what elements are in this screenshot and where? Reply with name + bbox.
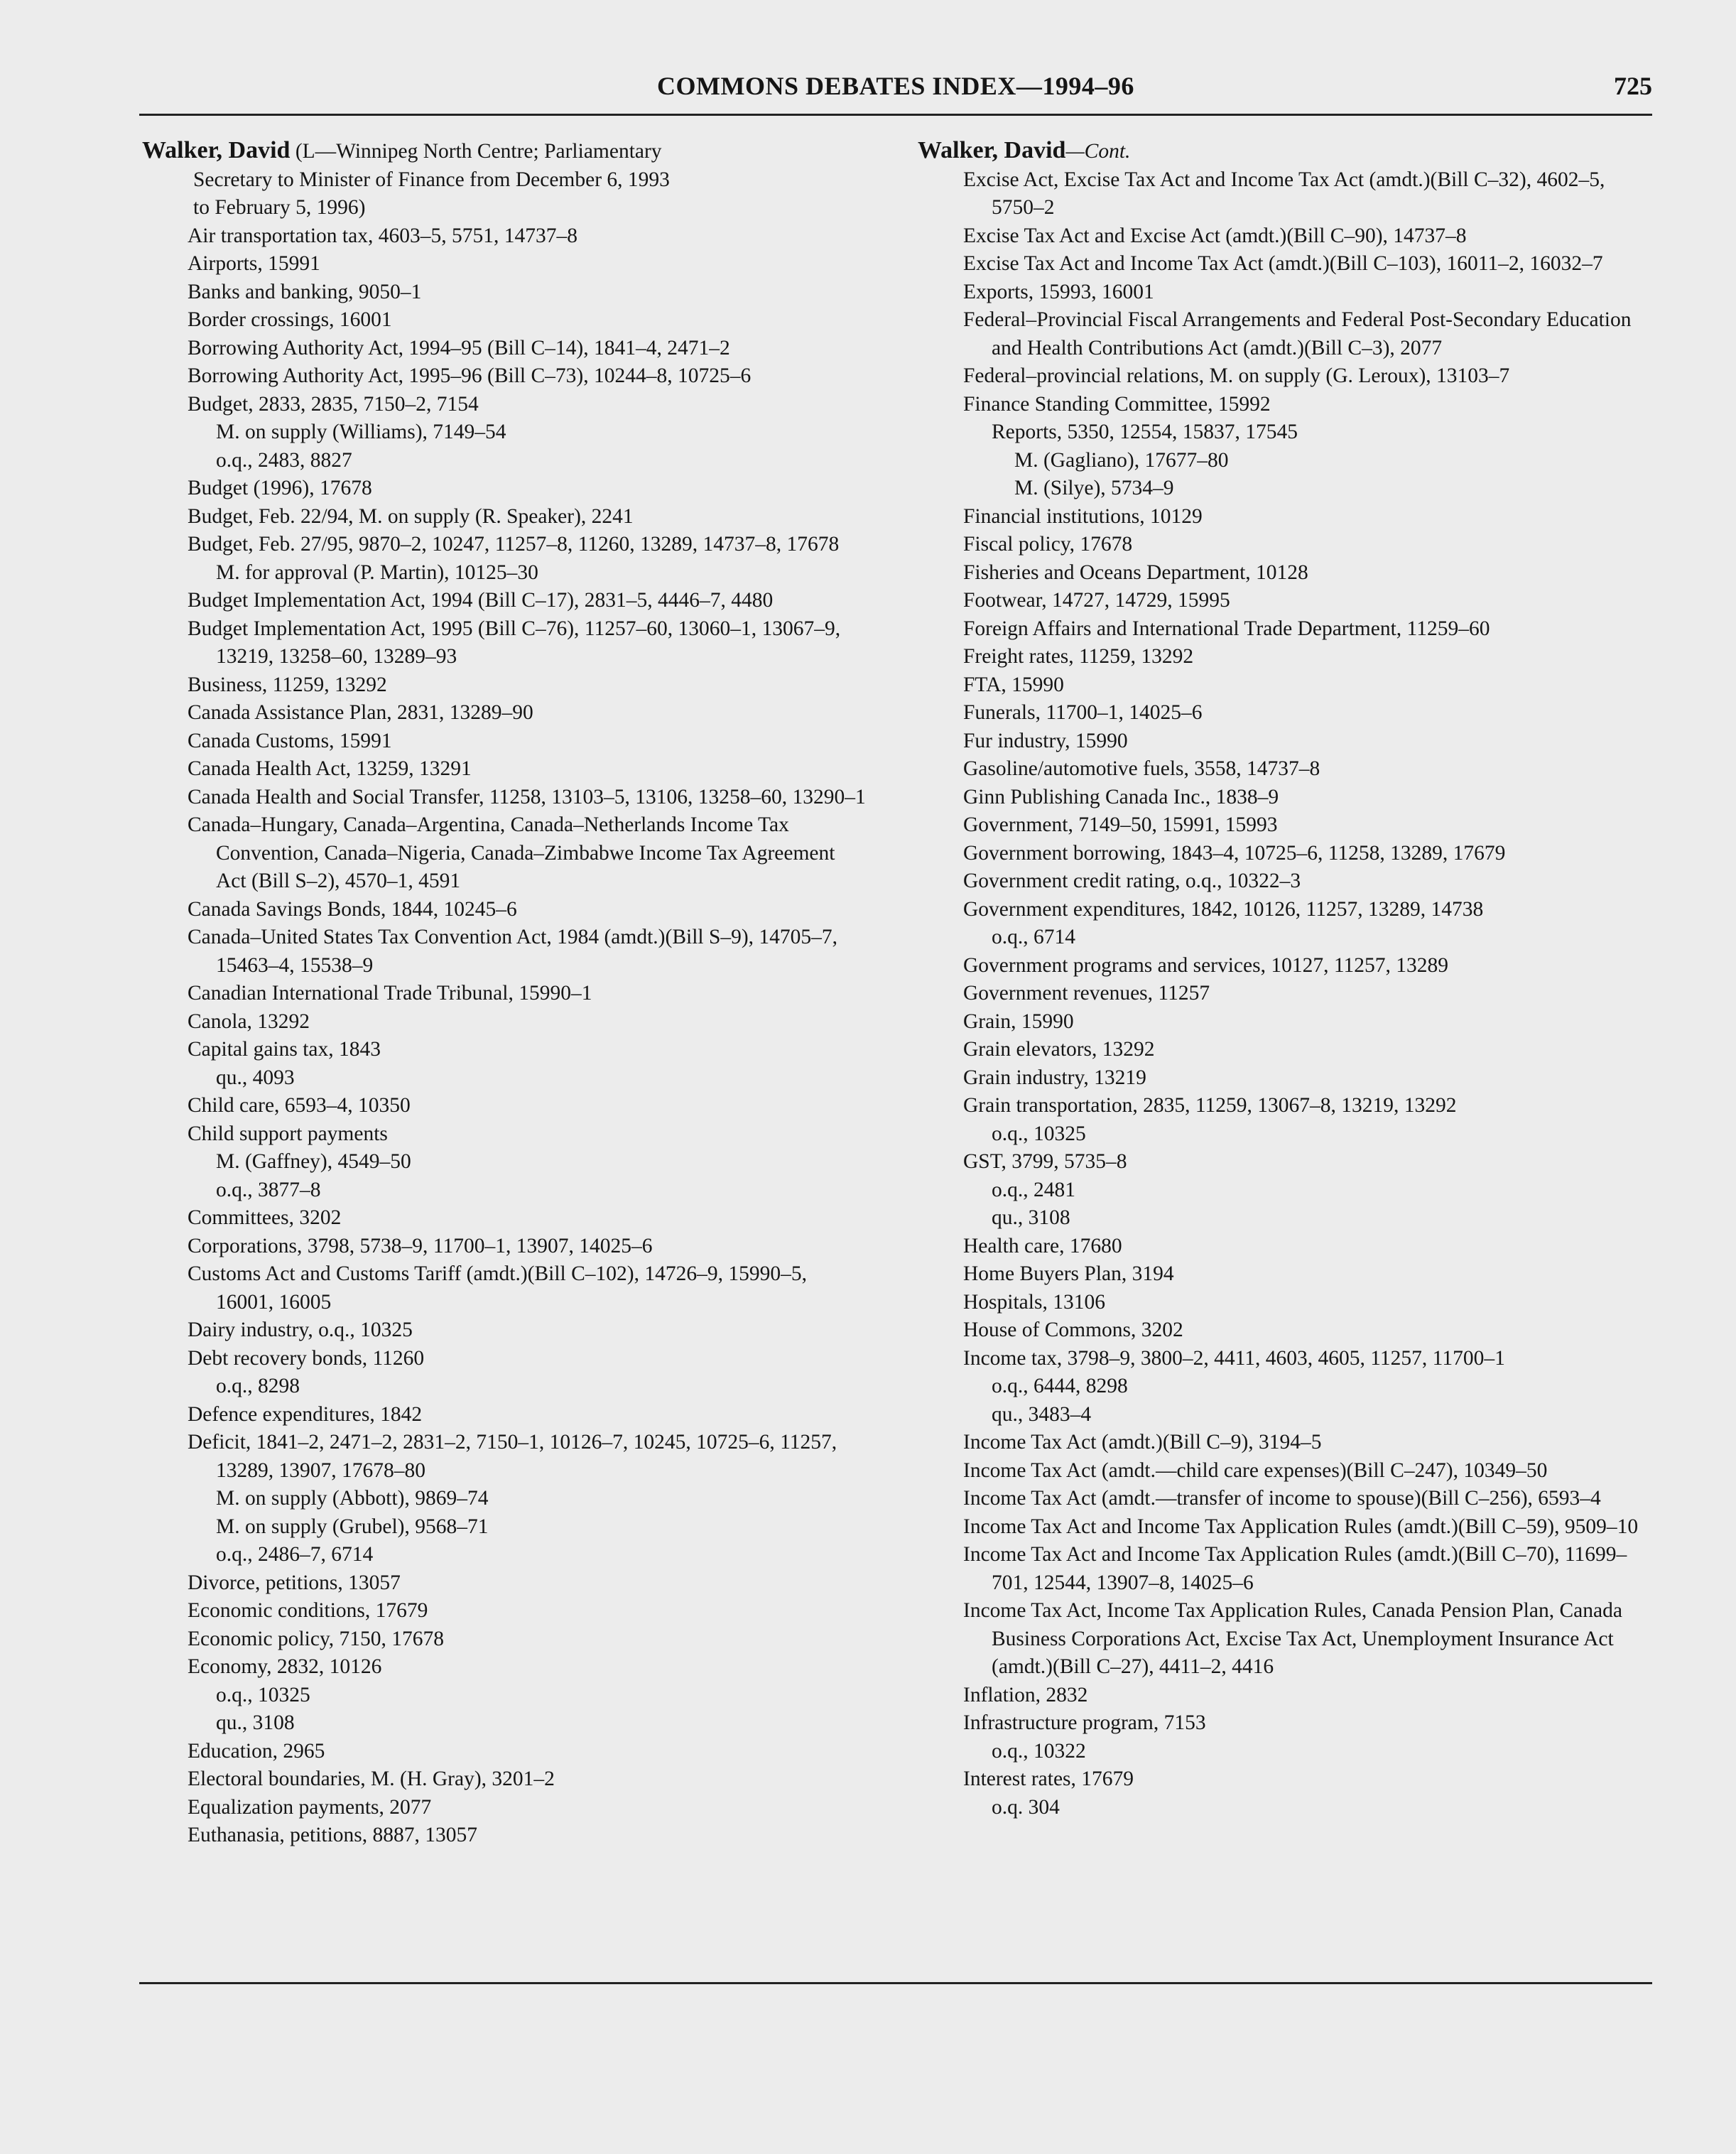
index-entry: Home Buyers Plan, 3194: [963, 1262, 1174, 1285]
index-entry: Defence expenditures, 1842: [188, 1402, 423, 1426]
index-entry: Income Tax Act and Income Tax Application Rules (amdt.)(Bill C–70), 11699–701, 12544, 13907–8, 14025–6: [963, 1543, 1627, 1594]
index-entry: Canada Health Act, 13259, 13291: [188, 757, 472, 780]
index-entry: Fiscal policy, 17678: [963, 533, 1133, 556]
index-subentry: o.q., 6444, 8298: [992, 1375, 1128, 1397]
index-subentry: o.q. 304: [992, 1795, 1060, 1819]
index-entry: Dairy industry, o.q., 10325: [188, 1319, 413, 1341]
index-entry: Electoral boundaries, M. (H. Gray), 3201–2: [188, 1768, 555, 1790]
index-entry: Grain elevators, 13292: [963, 1038, 1155, 1061]
index-subentry: o.q., 2481: [992, 1178, 1075, 1201]
index-heading: [142, 136, 867, 166]
index-entry: Gasoline/automotive fuels, 3558, 14737–8: [963, 757, 1320, 780]
index-entry: Business, 11259, 13292: [188, 673, 387, 696]
index-entry: Corporations, 3798, 5738–9, 11700–1, 13907, 14025–6: [188, 1234, 653, 1257]
index-entry: Exports, 15993, 16001: [963, 280, 1154, 303]
heading-continuation: Secretary to Minister of Finance from December 6, 1993: [193, 168, 670, 191]
index-subentry: M. on supply (Abbott), 9869–74: [216, 1487, 489, 1510]
index-entry: Canada–United States Tax Convention Act, 1984 (amdt.)(Bill S–9), 14705–7, 15463–4, 15538–9: [188, 926, 838, 977]
index-entry: Excise Act, Excise Tax Act and Income Tax Act (amdt.)(Bill C–32), 4602–5, 5750–2: [963, 168, 1605, 219]
index-entry: Government programs and services, 10127, 11257, 13289: [963, 953, 1449, 977]
index-entry: Deficit, 1841–2, 2471–2, 2831–2, 7150–1, 10126–7, 10245, 10725–6, 11257, 13289, 13907, 17678–80: [188, 1431, 837, 1482]
index-subentry: o.q., 10322: [992, 1739, 1086, 1763]
index-subentry: M. on supply (Williams), 7149–54: [216, 421, 506, 443]
footer-rule: [139, 1982, 1652, 1984]
index-entry: Footwear, 14727, 14729, 15995: [963, 589, 1230, 612]
index-subentry: o.q., 8298: [216, 1375, 300, 1397]
index-entry: Budget (1996), 17678: [188, 477, 372, 499]
index-entry: Grain, 15990: [963, 1010, 1074, 1033]
index-subentry: M. for approval (P. Martin), 10125–30: [216, 561, 538, 584]
index-entry: Grain industry, 13219: [963, 1066, 1146, 1089]
index-subentry: o.q., 10325: [216, 1683, 310, 1706]
index-entry: Education, 2965: [188, 1739, 325, 1763]
index-entry: Income Tax Act, Income Tax Application Rules, Canada Pension Plan, Canada Business Corporations Act, Excise Tax Act, Unemployment Insurance Act (amdt.)(Bill C–27), 4411–2, 4416: [963, 1599, 1622, 1678]
index-entry: Government, 7149–50, 15991, 15993: [963, 813, 1278, 836]
index-subentry: o.q., 2483, 8827: [216, 448, 352, 472]
index-entry: Income Tax Act (amdt.)(Bill C–9), 3194–5: [963, 1431, 1322, 1454]
index-entry: Hospitals, 13106: [963, 1290, 1105, 1314]
index-entry: Income Tax Act (amdt.—child care expenses)(Bill C–247), 10349–50: [963, 1458, 1548, 1482]
index-entry: Finance Standing Committee, 15992: [963, 392, 1271, 416]
index-entry: Income Tax Act (amdt.—transfer of income to spouse)(Bill C–256), 6593–4: [963, 1487, 1601, 1510]
heading-name: Walker, David: [918, 137, 1066, 163]
index-entry: Economic conditions, 17679: [188, 1599, 428, 1622]
page-header: [139, 71, 1652, 116]
index-subentry: M. (Gagliano), 17677–80: [1014, 448, 1229, 472]
index-entry: Financial institutions, 10129: [963, 504, 1203, 528]
index-entry: Border crossings, 16001: [188, 308, 392, 331]
index-entry: Canadian International Trade Tribunal, 15990–1: [188, 982, 592, 1005]
index-subentry: qu., 3108: [992, 1206, 1070, 1229]
index-entry: Government revenues, 11257: [963, 982, 1210, 1005]
index-entry: Debt recovery bonds, 11260: [188, 1346, 425, 1370]
index-entry: Inflation, 2832: [963, 1683, 1088, 1706]
index-entry: Federal–provincial relations, M. on supply (G. Leroux), 13103–7: [963, 364, 1510, 387]
index-entry: Canada–Hungary, Canada–Argentina, Canada–Netherlands Income Tax Convention, Canada–Nigeria, Canada–Zimbabwe Income Tax Agreement Act (Bill S–2), 4570–1, 4591: [188, 813, 835, 892]
index-entry: Fur industry, 15990: [963, 729, 1128, 752]
index-entry: Infrastructure program, 7153: [963, 1711, 1206, 1734]
index-entry: Air transportation tax, 4603–5, 5751, 14737–8: [188, 224, 577, 247]
right-entry-list: [918, 166, 1642, 1822]
heading-details: (L—Winnipeg North Centre; Parliamentary: [290, 140, 662, 163]
index-entry: Canada Customs, 15991: [188, 729, 392, 752]
index-entry: Excise Tax Act and Excise Act (amdt.)(Bill C–90), 14737–8: [963, 224, 1467, 247]
index-entry: Government expenditures, 1842, 10126, 11257, 13289, 14738: [963, 897, 1484, 921]
left-column: [142, 136, 867, 1850]
index-entry: Canola, 13292: [188, 1010, 310, 1033]
index-entry: House of Commons, 3202: [963, 1319, 1183, 1341]
index-subentry: M. (Silye), 5734–9: [1014, 477, 1174, 499]
left-entry-list: [142, 222, 867, 1850]
index-subentry: qu., 3108: [216, 1711, 295, 1734]
index-entry: Budget, 2833, 2835, 7150–2, 7154: [188, 392, 479, 416]
index-subentry: qu., 4093: [216, 1066, 295, 1089]
index-entry: Federal–Provincial Fiscal Arrangements and Federal Post-Secondary Education and Health Contributions Act (amdt.)(Bill C–3), 2077: [963, 308, 1632, 359]
index-entry: Budget Implementation Act, 1995 (Bill C–76), 11257–60, 13060–1, 13067–9, 13219, 13258–60, 13289–93: [188, 617, 841, 668]
index-entry: Budget, Feb. 22/94, M. on supply (R. Speaker), 2241: [188, 504, 634, 528]
index-subentry: o.q., 6714: [992, 926, 1075, 948]
running-title: COMMONS DEBATES INDEX—1994–96: [657, 72, 1134, 100]
index-entry: GST, 3799, 5735–8: [963, 1150, 1127, 1173]
index-entry: Income Tax Act and Income Tax Application Rules (amdt.)(Bill C–59), 9509–10: [963, 1515, 1639, 1538]
index-entry: Foreign Affairs and International Trade Department, 11259–60: [963, 617, 1490, 640]
index-heading-continued: [918, 136, 1642, 166]
index-entry: Funerals, 11700–1, 14025–6: [963, 701, 1203, 724]
index-entry: Canada Assistance Plan, 2831, 13289–90: [188, 701, 533, 724]
index-subentry: M. (Gaffney), 4549–50: [216, 1150, 411, 1173]
index-entry: Equalization payments, 2077: [188, 1795, 432, 1819]
index-entry: Government borrowing, 1843–4, 10725–6, 11258, 13289, 17679: [963, 841, 1506, 865]
index-entry: Economy, 2832, 10126: [188, 1655, 382, 1678]
index-entry: Health care, 17680: [963, 1234, 1122, 1257]
index-entry: Airports, 15991: [188, 252, 320, 275]
index-entry: Child care, 6593–4, 10350: [188, 1094, 411, 1117]
index-entry: Budget, Feb. 27/95, 9870–2, 10247, 11257–8, 11260, 13289, 14737–8, 17678: [188, 533, 840, 556]
index-entry: Capital gains tax, 1843: [188, 1038, 381, 1061]
index-entry: Government credit rating, o.q., 10322–3: [963, 870, 1301, 892]
index-subentry: Reports, 5350, 12554, 15837, 17545: [992, 421, 1298, 443]
index-entry: Economic policy, 7150, 17678: [188, 1627, 445, 1650]
index-entry: Budget Implementation Act, 1994 (Bill C–17), 2831–5, 4446–7, 4480: [188, 589, 774, 612]
index-entry: Income tax, 3798–9, 3800–2, 4411, 4603, 4605, 11257, 11700–1: [963, 1346, 1505, 1370]
index-entry: Borrowing Authority Act, 1995–96 (Bill C–73), 10244–8, 10725–6: [188, 364, 752, 387]
heading-continuation: to February 5, 1996): [193, 196, 366, 219]
index-entry: Canada Savings Bonds, 1844, 10245–6: [188, 897, 517, 921]
index-entry: Interest rates, 17679: [963, 1768, 1134, 1790]
index-entry: Child support payments: [188, 1122, 388, 1145]
index-entry: Canada Health and Social Transfer, 11258, 13103–5, 13106, 13258–60, 13290–1: [188, 785, 866, 808]
index-entry: Freight rates, 11259, 13292: [963, 645, 1194, 668]
index-entry: Divorce, petitions, 13057: [188, 1571, 401, 1594]
index-entry: Ginn Publishing Canada Inc., 1838–9: [963, 785, 1279, 808]
index-subentry: o.q., 2486–7, 6714: [216, 1543, 374, 1566]
index-entry: Excise Tax Act and Income Tax Act (amdt.)(Bill C–103), 16011–2, 16032–7: [963, 252, 1603, 275]
index-entry: Banks and banking, 9050–1: [188, 280, 422, 303]
page-number: 725: [1614, 72, 1652, 100]
index-entry: Borrowing Authority Act, 1994–95 (Bill C–14), 1841–4, 2471–2: [188, 336, 730, 359]
index-entry: Grain transportation, 2835, 11259, 13067–8, 13219, 13292: [963, 1094, 1457, 1117]
index-subentry: M. on supply (Grubel), 9568–71: [216, 1515, 489, 1538]
index-entry: Euthanasia, petitions, 8887, 13057: [188, 1824, 478, 1846]
index-entry: FTA, 15990: [963, 673, 1064, 696]
index-subentry: o.q., 10325: [992, 1122, 1086, 1145]
right-column: [918, 136, 1642, 1822]
index-subentry: qu., 3483–4: [992, 1402, 1092, 1426]
index-entry: Fisheries and Oceans Department, 10128: [963, 561, 1308, 584]
heading-cont-label: —Cont.: [1065, 140, 1131, 163]
heading-name: Walker, David: [142, 137, 291, 163]
index-entry: Committees, 3202: [188, 1206, 342, 1229]
index-subentry: o.q., 3877–8: [216, 1178, 321, 1201]
index-entry: Customs Act and Customs Tariff (amdt.)(Bill C–102), 14726–9, 15990–5, 16001, 16005: [188, 1262, 807, 1314]
